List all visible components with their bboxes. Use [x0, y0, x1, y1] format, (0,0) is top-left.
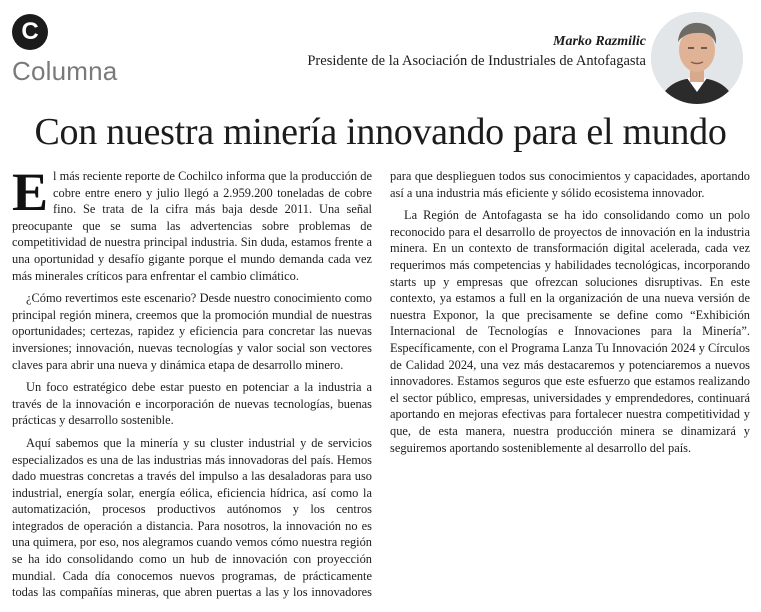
dropcap: E	[12, 162, 49, 222]
author-portrait	[651, 12, 743, 104]
paragraph: Aquí sabemos que la minería y su cluster industrial y de servicios especializados es una de las industrias más innovadoras del país. Hemos dado muestras concretas a través del impulso a las desaladoras para uso industrial, energía solar, energía eólica, eficiencia hídrica, así como la automatización, procesos productivos autónomos y los centros integrados de operación a distancia. Para nosotros, la innovación no es una quimera, por eso, nos alegramos cuando vemos cómo nuestra región se ha ido consolidando como un hub de innovación con proyección mundial. Cada día conocemos nuevos programas, de prácticamente todas las compañías mineras, que abren puertas a las y los innovadores para que desplieguen todos sus conocimientos y capacidades, aportando así a una industria más eficiente y sólido ecosistema innovador.	[12, 169, 750, 600]
author-role: Presidente de la Asociación de Industriales de Antofagasta	[307, 53, 646, 69]
section-label: Columna	[12, 56, 118, 86]
author-byline	[307, 34, 646, 70]
paragraph: Un foco estratégico debe estar puesto en potenciar a la industria a través de la innovación e incorporación de nuevas tecnologías, buenas prácticas y desarrollo sostenible.	[12, 380, 372, 428]
paragraph	[12, 162, 372, 284]
paragraph: La Región de Antofagasta se ha ido consolidando como un polo reconocido para el desarrollo de proyectos de innovación en la industria minera. En un contexto de transformación digital acelerada, cada vez requerimos más competencias y habilidades tecnológicas, incorporando starts up y empresas que ofrezcan soluciones disruptivas. En este contexto, ya estamos a full en la organización de una nueva versión de nuestra Exponor, la que precisamente se define como “Exhibición Internacional de Tecnologías e Innovaciones para la Minería”. Específicamente, con el Programa Lanza Tu Innovación 2024 y Círculos de Calidad 2024, una vez más destacaremos y potenciaremos a nuevos innovadores. Estamos seguros que este esfuerzo que estamos realizando el sector público, empresas, universidades y emprendedores, continuará aportando en mejoras efectivas para fortalecer nuestra competitividad y que, de esta manera, nuestra producción minera se dinamizará y seguiremos aportando sosteniblemente al desarrollo del país.	[390, 208, 750, 455]
author-photo-illustration	[651, 12, 743, 104]
column-badge: C	[12, 14, 48, 50]
article-body	[12, 162, 750, 604]
paragraph: ¿Cómo revertimos este escenario? Desde nuestro conocimiento como principal región minera, creemos que la promoción mundial de nuestras oportunidades; certezas, rapidez y eficiencia para concretar las nuevas inversiones; innovación, nuevas tecnologías y valor social son vectores claves para abrir una nueva y dinámica etapa de desarrollo minero.	[12, 291, 372, 372]
author-name: Marko Razmilic	[553, 34, 646, 49]
paragraph-text: l más reciente reporte de Cochilco informa que la producción de cobre entre enero y julio llegó a 2.959.200 toneladas de cobre fino. Se trata de la cifra más baja desde 2011. Una señal preocupante que se suma las advertencias sobre problemas de competitividad de nuestra principal industria. Sin duda, estamos frente a una oportunidad y desafío gigante porque el mundo demanda cada vez más minerales críticos para enfrentar el cambio climático.	[12, 169, 372, 283]
headline: Con nuestra minería innovando para el mundo	[34, 111, 727, 153]
